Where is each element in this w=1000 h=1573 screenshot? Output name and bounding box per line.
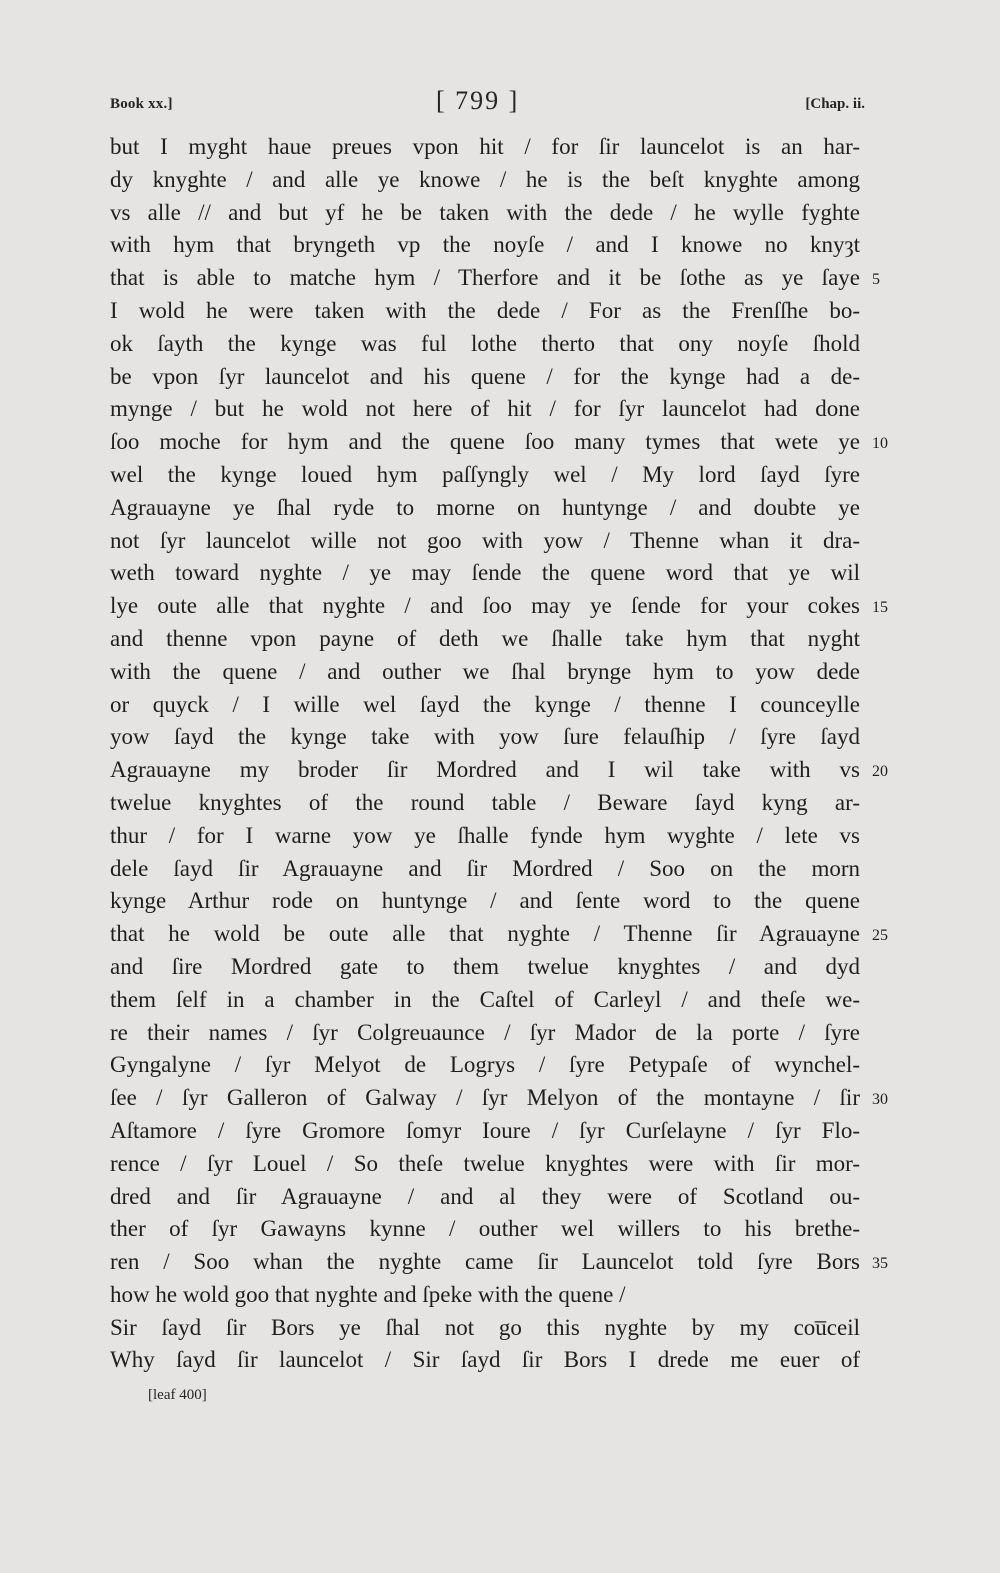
text-line xyxy=(110,1312,860,1345)
text-line xyxy=(110,492,860,525)
line-text: kynge Arthur rode on huntynge / and ſente word to the quene xyxy=(110,888,860,914)
line-text: thur / for I warne yow ye ſhalle fynde hym wyghte / lete vs xyxy=(110,822,860,848)
line-number: 35 xyxy=(872,1255,888,1273)
text-line xyxy=(110,1181,860,1214)
line-text: Gyngalyne / ſyr Melyot de Logrys / ſyre Petypaſe of wynchel- xyxy=(110,1052,860,1078)
text-line xyxy=(110,1017,860,1050)
text-line xyxy=(110,459,860,492)
text-line xyxy=(110,656,860,689)
text-line xyxy=(110,262,880,295)
text-line xyxy=(110,1344,860,1377)
line-text: ſee / ſyr Galleron of Galway / ſyr Melyon of the montayne / ſir xyxy=(110,1085,860,1111)
text-line xyxy=(110,295,860,328)
line-text: ſoo moche for hym and the quene ſoo many tymes that wete ye xyxy=(110,429,860,455)
line-text: with hym that bryngeth vp the noyſe / and I knowe no knyȝt xyxy=(110,232,860,258)
line-text: be vpon ſyr launcelot and his quene / for the kynge had a de- xyxy=(110,363,860,389)
text-line xyxy=(110,1082,888,1115)
text-line xyxy=(110,229,860,262)
line-text: ok ſayth the kynge was ful lothe therto that ony noyſe ſhold xyxy=(110,330,860,356)
text-line xyxy=(110,328,860,361)
line-number: 15 xyxy=(872,599,888,617)
line-text: but I myght haue preues vpon hit / for ſir launcelot is an har- xyxy=(110,134,860,159)
line-text: ther of ſyr Gawayns kynne / outher wel willers to his brethe- xyxy=(110,1216,860,1242)
line-text: that he wold be oute alle that nyghte / Thenne ſir Agrauayne xyxy=(110,921,860,947)
line-text: yow ſayd the kynge take with yow ſure felauſhip / ſyre ſayd xyxy=(110,724,860,750)
line-text: vs alle // and but yf he be taken with the dede / he wylle fyghte xyxy=(110,199,860,225)
line-text: dy knyghte / and alle ye knowe / he is the beſt knyghte among xyxy=(110,166,860,192)
text-line xyxy=(110,164,860,197)
line-text: ren / Soo whan the nyghte came ſir Launcelot told ſyre Bors xyxy=(110,1249,860,1275)
text-line xyxy=(110,721,860,754)
line-text: with the quene / and outher we ſhal brynge hym to yow dede xyxy=(110,658,860,684)
chapter-number: [Chap. ii. xyxy=(805,96,865,112)
line-text: Aſtamore / ſyre Gromore ſomyr Ioure / ſyr Curſelayne / ſyr Flo- xyxy=(110,1117,860,1143)
running-header xyxy=(110,86,865,122)
line-text: weth toward nyghte / ye may ſende the quene word that ye wil xyxy=(110,560,860,586)
line-text: dele ſayd ſir Agrauayne and ſir Mordred / Soo on the morn xyxy=(110,855,860,881)
text-line xyxy=(110,426,888,459)
text-line xyxy=(110,1049,860,1082)
text-line xyxy=(110,557,860,590)
line-number: 20 xyxy=(872,763,888,781)
line-text: and ſire Mordred gate to them twelue knyghtes / and dyd xyxy=(110,953,860,979)
text-line xyxy=(110,590,888,623)
line-text: and thenne vpon payne of deth we ſhalle take hym that nyght xyxy=(110,625,860,651)
line-text: I wold he were taken with the dede / For as the Frenſſhe bo- xyxy=(110,297,860,323)
line-text: them ſelf in a chamber in the Caſtel of Carleyl / and theſe we- xyxy=(110,986,860,1012)
text-line xyxy=(110,885,860,918)
line-number: 5 xyxy=(872,271,880,289)
line-text: mynge / but he wold not here of hit / for ſyr launcelot had done xyxy=(110,396,860,422)
line-text: Agrauayne my broder ſir Mordred and I wil take with vs xyxy=(110,757,860,783)
text-line xyxy=(110,918,888,951)
line-number: 10 xyxy=(872,435,888,453)
text-line xyxy=(110,853,860,886)
line-number: 30 xyxy=(872,1091,888,1109)
line-text: Agrauayne ye ſhal ryde to morne on huntynge / and doubte ye xyxy=(110,494,860,520)
text-line xyxy=(110,754,888,787)
text-line xyxy=(110,393,860,426)
text-line xyxy=(110,1279,860,1312)
line-text: lye oute alle that nyghte / and ſoo may ye ſende for your cokes xyxy=(110,593,860,619)
text-line xyxy=(110,1148,860,1181)
line-text: or quyck / I wille wel ſayd the kynge / thenne I counceylle xyxy=(110,691,860,717)
text-line xyxy=(110,984,860,1017)
line-text: dred and ſir Agrauayne / and al they were of Scotland ou- xyxy=(110,1183,860,1209)
text-line xyxy=(110,951,860,984)
line-text: Sir ſayd ſir Bors ye ſhal not go this nyghte by my cou̅ceil xyxy=(110,1314,860,1340)
line-text: that is able to matche hym / Therfore and it be ſothe as ye ſaye xyxy=(110,265,860,291)
text-line xyxy=(110,689,860,722)
text-line xyxy=(110,1115,860,1148)
leaf-note: [leaf 400] xyxy=(148,1387,207,1403)
line-text: wel the kynge loued hym paſſyngly wel / My lord ſayd ſyre xyxy=(110,461,860,487)
book-number: Book xx.] xyxy=(110,96,173,112)
body-text xyxy=(110,131,888,1377)
text-line xyxy=(110,361,860,394)
text-line xyxy=(110,131,860,164)
line-text: re their names / ſyr Colgreuaunce / ſyr Mador de la porte / ſyre xyxy=(110,1019,860,1045)
line-text: rence / ſyr Louel / So theſe twelue knyghtes were with ſir mor- xyxy=(110,1150,860,1176)
text-line xyxy=(110,623,860,656)
text-line xyxy=(110,525,860,558)
text-line xyxy=(110,197,860,230)
page-number: [ 799 ] xyxy=(436,86,520,115)
text-line xyxy=(110,820,860,853)
line-text: not ſyr launcelot wille not goo with yow / Thenne whan it dra- xyxy=(110,527,860,553)
line-number: 25 xyxy=(872,927,888,945)
line-text: twelue knyghtes of the round table / Beware ſayd kyng ar- xyxy=(110,789,860,815)
text-line xyxy=(110,1213,860,1246)
line-text: how he wold goo that nyghte and ſpeke with the quene / xyxy=(110,1281,626,1307)
text-line xyxy=(110,1246,888,1279)
text-line xyxy=(110,787,860,820)
line-text: Why ſayd ſir launcelot / Sir ſayd ſir Bors I drede me euer of xyxy=(110,1347,860,1373)
